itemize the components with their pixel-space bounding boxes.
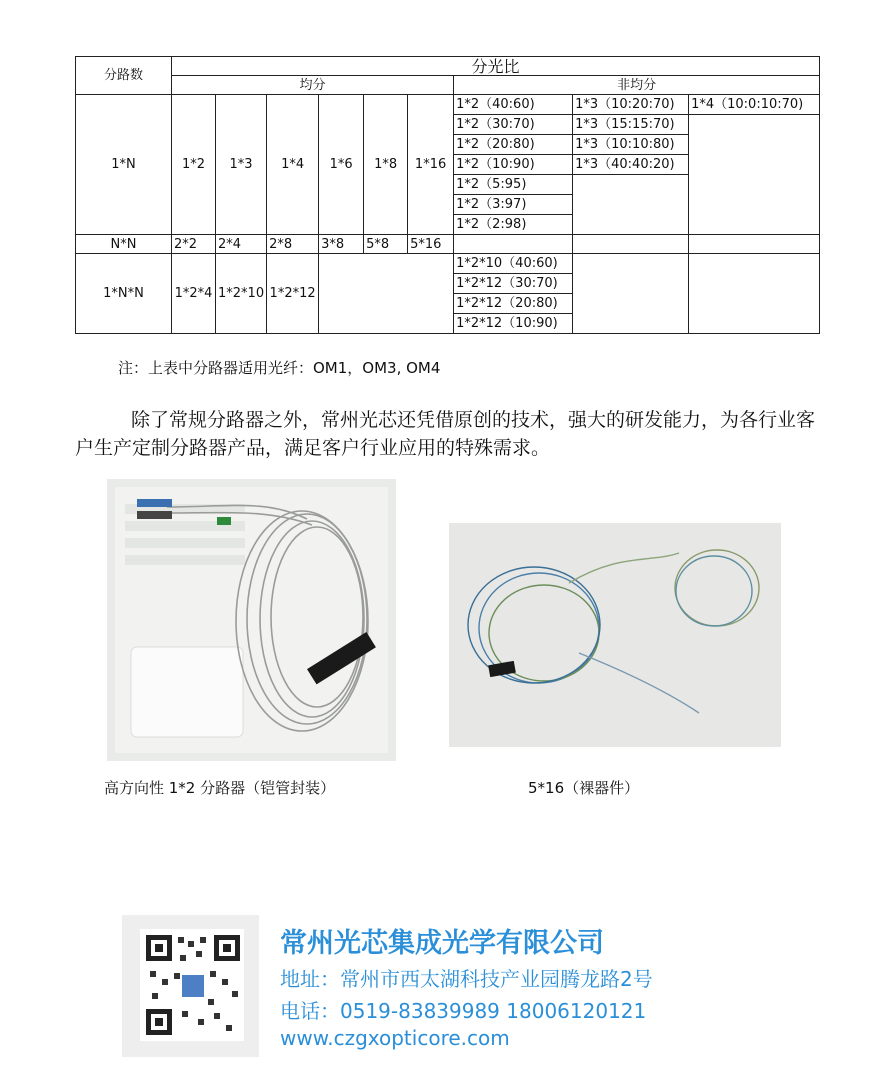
cell: 1*2（10:90) (454, 155, 572, 175)
cell: 1*2*12（20:80) (454, 294, 572, 314)
ratio-table (75, 56, 820, 334)
company-phone: 电话：0519-83839989 18006120121 (280, 999, 647, 1023)
body-paragraph (75, 406, 825, 462)
cell: 1*2*12（10:90) (456, 316, 558, 331)
paragraph-text: 除了常规分路器之外，常州光芯还凭借原创的技术，强大的研发能力，为各行业客户生产定制分路器产品，满足客户行业应用的特殊需求。 (75, 409, 816, 459)
cell: 1*3（40:40:20) (573, 155, 688, 175)
cell: 1*4（10:0:10:70) (689, 95, 819, 115)
company-name: 常州光芯集成光学有限公司 (280, 928, 604, 959)
caption-left: 高方向性 1*2 分路器（铠管封装） (104, 779, 336, 797)
cell: 1*2（30:70) (454, 115, 572, 135)
cell: 2*2 (172, 235, 216, 254)
cell: 1*2*10（40:60) (454, 254, 572, 274)
cell: 1*6 (319, 95, 364, 235)
cell: 1*2*12 (267, 254, 319, 334)
cell: 2*4 (216, 235, 267, 254)
uneven-col-a (454, 95, 573, 235)
cell: 1*2*4 (172, 254, 216, 334)
row-NxN-label: N*N (76, 235, 172, 254)
cell: 1*3 (216, 95, 267, 235)
cell (319, 254, 454, 334)
header-uneven: 非均分 (454, 76, 820, 95)
cell (454, 235, 573, 254)
row-1xNxN-label: 1*N*N (76, 254, 172, 334)
cell: 2*8 (267, 235, 319, 254)
cell (689, 235, 820, 254)
cell: 1*4 (267, 95, 319, 235)
bare-device-photo-image (449, 523, 781, 747)
cell (573, 235, 689, 254)
uneven-col-b (573, 95, 689, 235)
cell: 1*3（10:20:70) (573, 95, 688, 115)
cell: 1*2*10 (216, 254, 267, 334)
table-note: 注：上表中分路器适用光纤：OM1，OM3, OM4 (118, 359, 441, 377)
uneven-col-c (689, 95, 820, 235)
company-website[interactable]: www.czgxopticore.com (280, 1026, 510, 1050)
cell: 1*8 (364, 95, 408, 235)
cell: 1*2（3:97) (454, 195, 572, 215)
cell: 1*3（10:10:80) (573, 135, 688, 155)
cell (573, 254, 689, 334)
cell: 1*2（40:60) (454, 95, 572, 115)
cell: 1*2（20:80) (454, 135, 572, 155)
qr-code-icon (122, 915, 259, 1057)
cell: 3*8 (319, 235, 364, 254)
cell (689, 254, 820, 334)
uneven-col-a (454, 254, 573, 334)
header-ports: 分路数 (76, 57, 172, 95)
caption-right: 5*16（裸器件） (528, 779, 640, 797)
qr-code-graphic (122, 915, 259, 1057)
cell: 1*2 (172, 95, 216, 235)
cell: 1*3（15:15:70) (573, 115, 688, 135)
bare-device-photo-right (449, 523, 781, 747)
cell: 5*16 (408, 235, 454, 254)
splitter-photo-image (107, 479, 396, 761)
company-footer (122, 915, 706, 1057)
cell: 1*2*12（30:70) (454, 274, 572, 294)
cell: 1*2（5:95) (454, 175, 572, 195)
cell: 1*16 (408, 95, 454, 235)
cell: 5*8 (364, 235, 408, 254)
row-1xN-label: 1*N (76, 95, 172, 235)
splitter-photo-left (107, 479, 396, 761)
header-even: 均分 (172, 76, 454, 95)
header-ratio: 分光比 (172, 57, 820, 76)
company-address: 地址：常州市西太湖科技产业园腾龙路2号 (280, 967, 653, 991)
cell: 1*2（2:98) (456, 217, 527, 232)
